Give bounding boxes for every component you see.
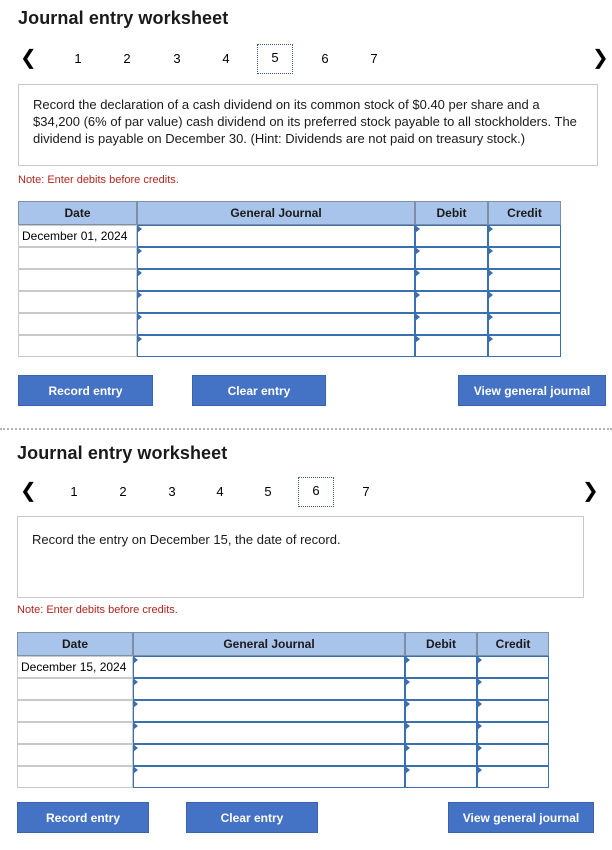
page-7[interactable]: 7	[362, 484, 370, 499]
page-6-active[interactable]: 6	[298, 477, 334, 507]
page-3[interactable]: 3	[173, 51, 181, 66]
credit-header: Credit	[488, 201, 561, 225]
credit-input[interactable]	[477, 700, 549, 722]
journal-table	[18, 201, 561, 357]
table-row	[17, 656, 549, 678]
page-6[interactable]: 6	[321, 51, 329, 66]
table-row	[18, 335, 561, 357]
credit-input[interactable]	[488, 225, 561, 247]
account-input[interactable]	[133, 678, 405, 700]
table-row	[17, 700, 549, 722]
page-5-active[interactable]: 5	[257, 44, 293, 74]
credit-input[interactable]	[477, 766, 549, 788]
general-journal-header: General Journal	[137, 201, 415, 225]
credit-input[interactable]	[477, 744, 549, 766]
table-row	[18, 313, 561, 335]
credit-input[interactable]	[488, 247, 561, 269]
table-row	[17, 722, 549, 744]
date-cell[interactable]	[18, 247, 137, 269]
credit-input[interactable]	[488, 335, 561, 357]
page-4[interactable]: 4	[216, 484, 224, 499]
date-cell[interactable]	[18, 335, 137, 357]
debit-header: Debit	[405, 632, 477, 656]
credit-input[interactable]	[488, 269, 561, 291]
table-row	[17, 766, 549, 788]
prompt-box	[17, 516, 584, 598]
page-1[interactable]: 1	[70, 484, 78, 499]
debit-input[interactable]	[405, 700, 477, 722]
worksheet-title: Journal entry worksheet	[18, 8, 229, 28]
page-2[interactable]: 2	[119, 484, 127, 499]
worksheet-title: Journal entry worksheet	[17, 443, 228, 463]
account-input[interactable]	[133, 656, 405, 678]
credit-input[interactable]	[477, 722, 549, 744]
note-text: Note: Enter debits before credits.	[18, 174, 179, 186]
account-input[interactable]	[137, 269, 415, 291]
table-row	[18, 225, 561, 247]
table-row	[18, 291, 561, 313]
date-cell[interactable]: December 15, 2024	[17, 656, 133, 678]
date-cell[interactable]: December 01, 2024	[18, 225, 137, 247]
debit-input[interactable]	[415, 313, 488, 335]
chevron-right-icon[interactable]: ❯	[592, 47, 609, 69]
view-general-journal-button[interactable]: View general journal	[458, 375, 606, 406]
debit-input[interactable]	[405, 766, 477, 788]
debit-input[interactable]	[415, 247, 488, 269]
credit-input[interactable]	[477, 678, 549, 700]
account-input[interactable]	[137, 247, 415, 269]
debit-input[interactable]	[405, 678, 477, 700]
clear-entry-button[interactable]: Clear entry	[192, 375, 326, 406]
account-input[interactable]	[137, 335, 415, 357]
date-cell[interactable]	[18, 313, 137, 335]
account-input[interactable]	[133, 766, 405, 788]
chevron-left-icon[interactable]: ❮	[20, 480, 37, 502]
table-row	[17, 678, 549, 700]
table-row	[17, 744, 549, 766]
credit-header: Credit	[477, 632, 549, 656]
section-divider	[0, 428, 612, 430]
table-row	[18, 247, 561, 269]
date-cell[interactable]	[17, 766, 133, 788]
date-cell[interactable]	[17, 678, 133, 700]
chevron-right-icon[interactable]: ❯	[582, 480, 599, 502]
account-input[interactable]	[133, 700, 405, 722]
journal-table	[17, 632, 549, 788]
date-cell[interactable]	[17, 722, 133, 744]
account-input[interactable]	[133, 744, 405, 766]
debit-input[interactable]	[415, 335, 488, 357]
date-header: Date	[17, 632, 133, 656]
account-input[interactable]	[137, 291, 415, 313]
debit-input[interactable]	[415, 291, 488, 313]
prompt-text: Record the entry on December 15, the date of record.	[32, 532, 341, 547]
page-5[interactable]: 5	[264, 484, 272, 499]
date-cell[interactable]	[17, 744, 133, 766]
page-1[interactable]: 1	[74, 51, 82, 66]
account-input[interactable]	[133, 722, 405, 744]
clear-entry-button[interactable]: Clear entry	[186, 802, 318, 833]
page-3[interactable]: 3	[168, 484, 176, 499]
credit-input[interactable]	[488, 313, 561, 335]
debit-input[interactable]	[405, 722, 477, 744]
note-text: Note: Enter debits before credits.	[17, 604, 178, 616]
view-general-journal-button[interactable]: View general journal	[448, 802, 594, 833]
date-cell[interactable]	[17, 700, 133, 722]
date-cell[interactable]	[18, 269, 137, 291]
debit-input[interactable]	[415, 269, 488, 291]
debit-input[interactable]	[415, 225, 488, 247]
credit-input[interactable]	[488, 291, 561, 313]
account-input[interactable]	[137, 313, 415, 335]
account-input[interactable]	[137, 225, 415, 247]
page-2[interactable]: 2	[123, 51, 131, 66]
chevron-left-icon[interactable]: ❮	[20, 47, 37, 69]
date-header: Date	[18, 201, 137, 225]
prompt-text: Record the declaration of a cash dividend on its common stock of $0.40 per share and a $34,200 (6% of par value) cash dividend on its preferred stock payable to all stockholders. The dividend is payable on December 30. (Hint: Dividends are not paid on treasury stock.)	[33, 97, 577, 146]
debit-input[interactable]	[405, 656, 477, 678]
prompt-box	[18, 84, 598, 166]
debit-header: Debit	[415, 201, 488, 225]
credit-input[interactable]	[477, 656, 549, 678]
record-entry-button[interactable]: Record entry	[17, 802, 149, 833]
record-entry-button[interactable]: Record entry	[18, 375, 153, 406]
debit-input[interactable]	[405, 744, 477, 766]
page-4[interactable]: 4	[222, 51, 230, 66]
page-7[interactable]: 7	[370, 51, 378, 66]
general-journal-header: General Journal	[133, 632, 405, 656]
table-row	[18, 269, 561, 291]
date-cell[interactable]	[18, 291, 137, 313]
